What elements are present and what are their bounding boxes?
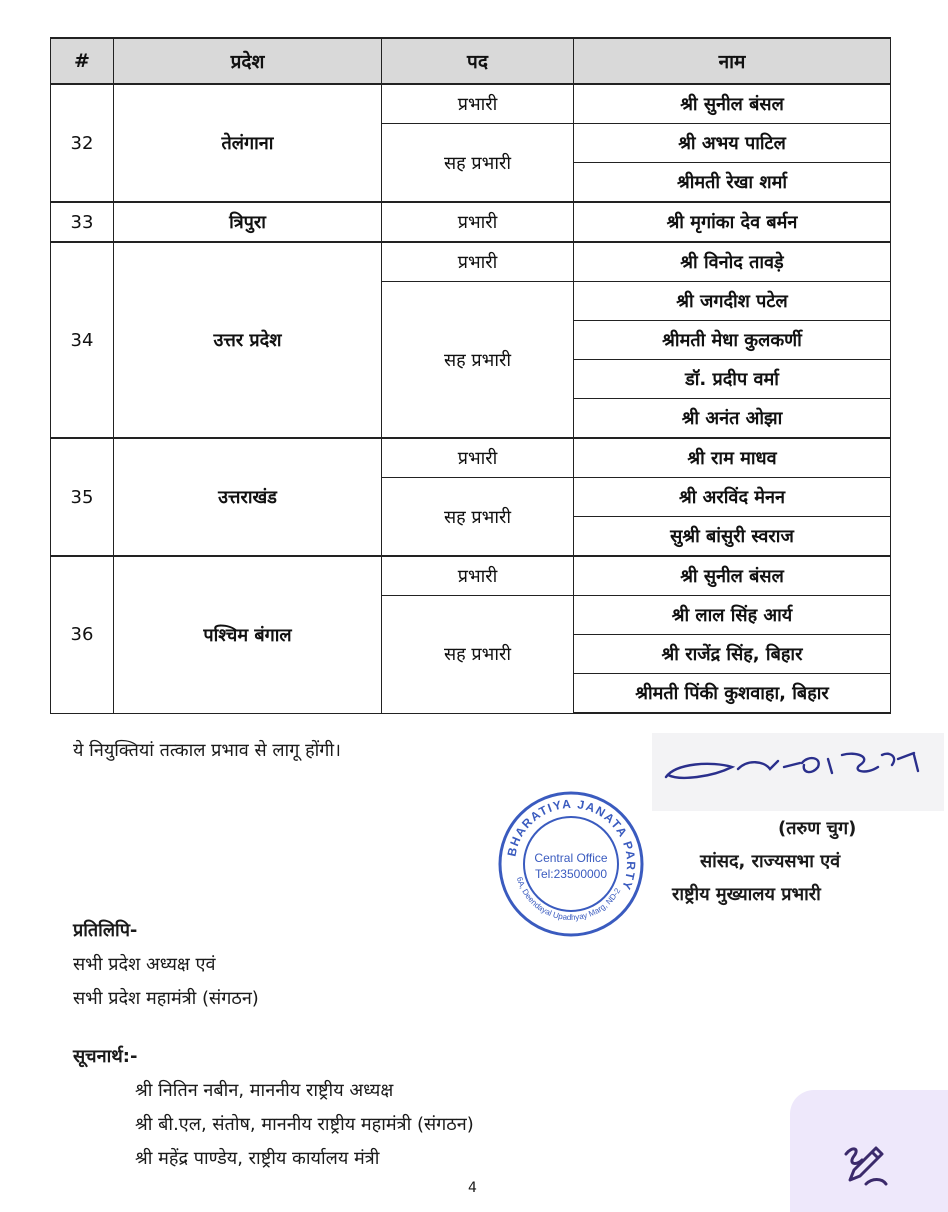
state-name: उत्तर प्रदेश — [114, 242, 382, 438]
copy-line: सभी प्रदेश अध्यक्ष एवं — [73, 954, 216, 975]
person-name: श्री राजेंद्र सिंह, बिहार — [574, 635, 891, 674]
person-name: डॉ. प्रदीप वर्मा — [574, 360, 891, 399]
person-name: श्री विनोद तावड़े — [574, 242, 891, 282]
header-number: # — [51, 38, 114, 84]
person-name: सुश्री बांसुरी स्वराज — [574, 517, 891, 557]
table-row — [51, 438, 891, 478]
party-seal — [497, 790, 645, 942]
signature-image — [652, 733, 944, 811]
person-name: श्रीमती रेखा शर्मा — [574, 163, 891, 203]
state-name: पश्चिम बंगाल — [114, 556, 382, 713]
row-number: 36 — [51, 556, 114, 713]
state-name: उत्तराखंड — [114, 438, 382, 556]
seal-line2: Tel:23500000 — [534, 867, 608, 881]
copy-heading: प्रतिलिपि- — [73, 920, 138, 941]
signatory-title-2: राष्ट्रीय मुख्यालय प्रभारी — [672, 884, 821, 905]
person-name: श्री लाल सिंह आर्य — [574, 596, 891, 635]
table-row — [51, 556, 891, 596]
info-line: श्री बी.एल, संतोष, माननीय राष्ट्रीय महामंत्री (संगठन) — [135, 1114, 474, 1135]
person-name: श्री अरविंद मेनन — [574, 478, 891, 517]
signatory-title-1: सांसद, राज्यसभा एवं — [700, 851, 841, 872]
row-number: 34 — [51, 242, 114, 438]
table-row — [51, 202, 891, 242]
table-row — [51, 84, 891, 124]
person-name: श्रीमती पिंकी कुशवाहा, बिहार — [574, 674, 891, 714]
seal-address: 6A, Deendayal Upadhyay Marg, ND-2 — [514, 875, 623, 923]
signatory-name: (तरुण चुग) — [778, 818, 857, 839]
post-label: प्रभारी — [382, 84, 574, 124]
person-name: श्री जगदीश पटेल — [574, 282, 891, 321]
table-header-row — [51, 38, 891, 84]
row-number: 35 — [51, 438, 114, 556]
effective-notice: ये नियुक्तियां तत्काल प्रभाव से लागू होंगी। — [73, 740, 341, 761]
header-state: प्रदेश — [114, 38, 382, 84]
seal-ring-text: BHARATIYA JANATA PARTY — [504, 796, 639, 893]
info-heading: सूचनार्थ:- — [73, 1046, 138, 1067]
header-name: नाम — [574, 38, 891, 84]
table-row — [51, 242, 891, 282]
post-label: सह प्रभारी — [382, 478, 574, 557]
state-name: तेलंगाना — [114, 84, 382, 202]
person-name: श्री अनंत ओझा — [574, 399, 891, 439]
post-label: सह प्रभारी — [382, 596, 574, 714]
person-name: श्री राम माधव — [574, 438, 891, 478]
info-line: श्री नितिन नबीन, माननीय राष्ट्रीय अध्यक्ष — [135, 1080, 394, 1101]
signature-scribble — [652, 733, 944, 811]
row-number: 33 — [51, 202, 114, 242]
seal-line1: Central Office — [534, 851, 608, 865]
post-label: प्रभारी — [382, 438, 574, 478]
pen-edit-icon[interactable] — [838, 1136, 894, 1196]
state-name: त्रिपुरा — [114, 202, 382, 242]
post-label: प्रभारी — [382, 242, 574, 282]
post-label: प्रभारी — [382, 556, 574, 596]
post-label: प्रभारी — [382, 202, 574, 242]
header-post: पद — [382, 38, 574, 84]
post-label: सह प्रभारी — [382, 282, 574, 439]
person-name: श्री मृगांका देव बर्मन — [574, 202, 891, 242]
appointments-table — [50, 37, 891, 714]
person-name: श्री अभय पाटिल — [574, 124, 891, 163]
person-name: श्रीमती मेधा कुलकर्णी — [574, 321, 891, 360]
page-number: 4 — [468, 1180, 477, 1196]
copy-line: सभी प्रदेश महामंत्री (संगठन) — [73, 988, 259, 1009]
person-name: श्री सुनील बंसल — [574, 84, 891, 124]
info-line: श्री महेंद्र पाण्डेय, राष्ट्रीय कार्यालय मंत्री — [135, 1148, 380, 1169]
person-name: श्री सुनील बंसल — [574, 556, 891, 596]
row-number: 32 — [51, 84, 114, 202]
post-label: सह प्रभारी — [382, 124, 574, 203]
